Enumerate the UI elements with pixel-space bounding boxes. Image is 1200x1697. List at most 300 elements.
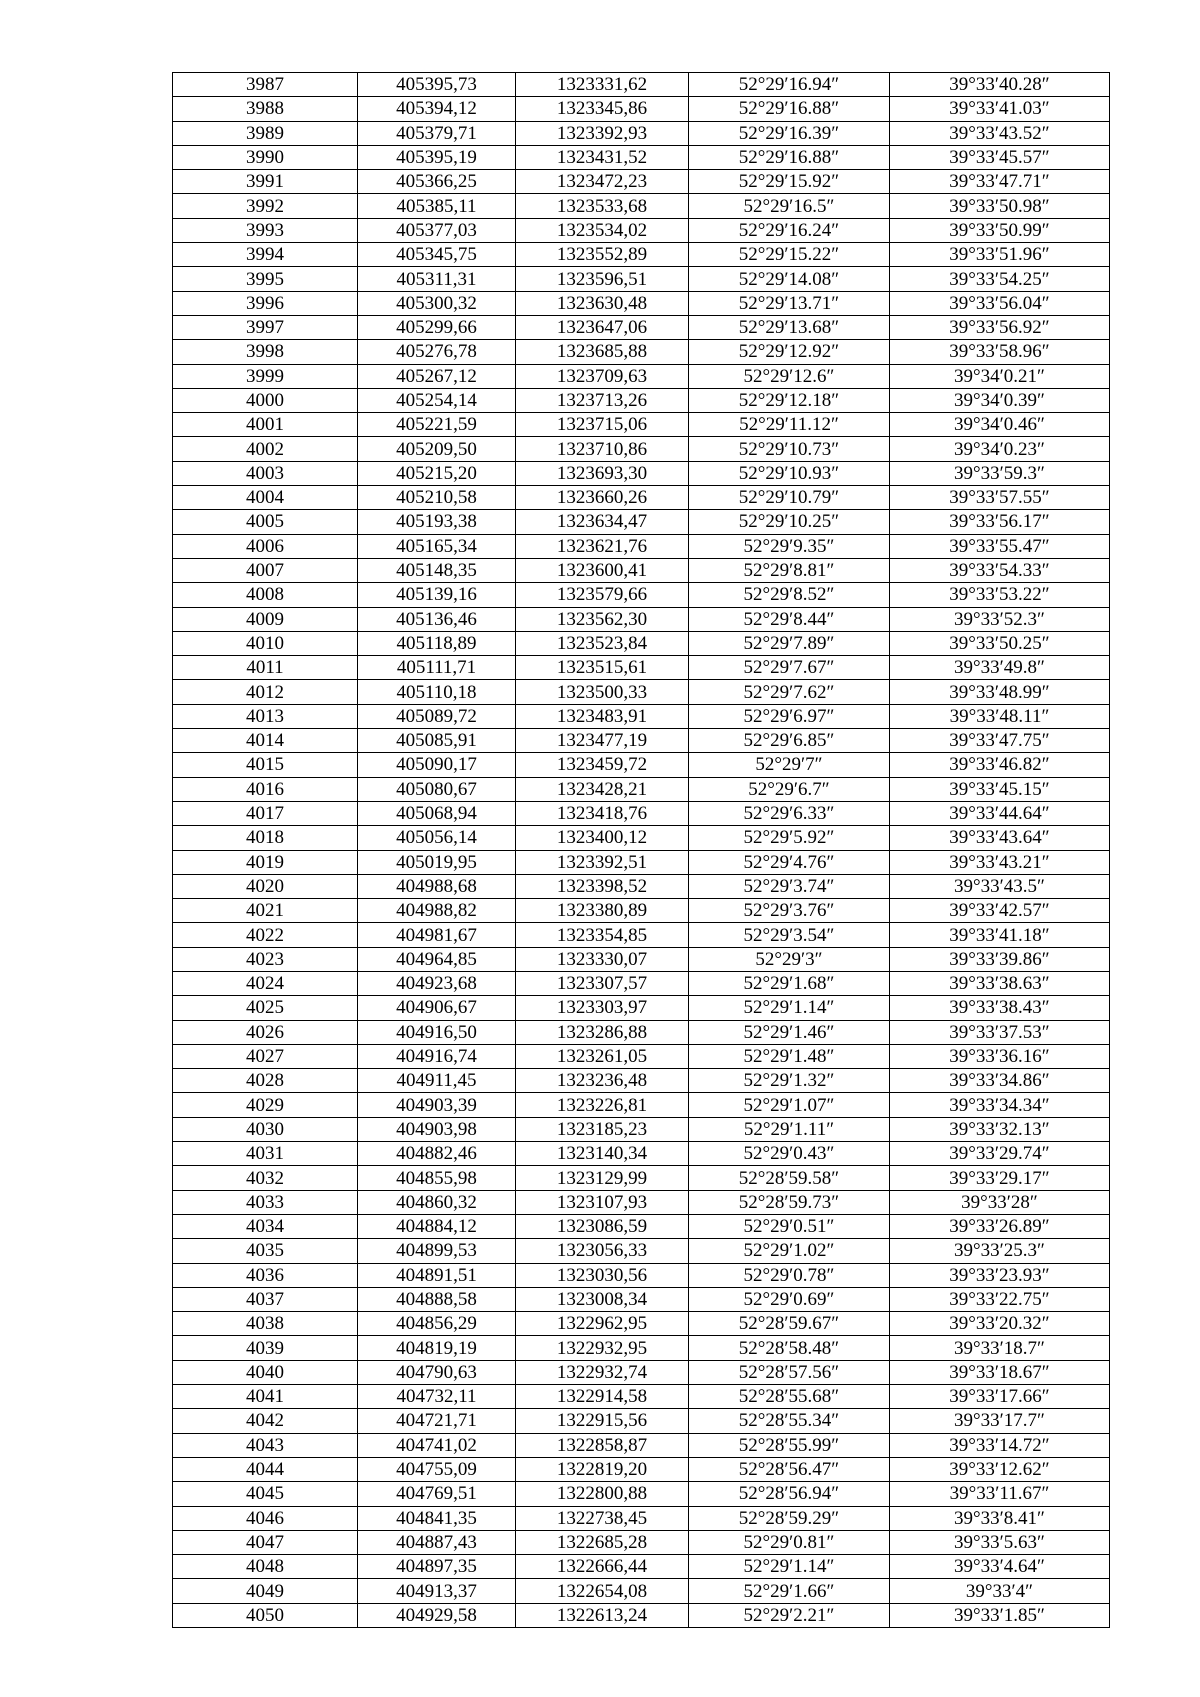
table-row [173,1190,1110,1214]
x-coordinate-cell: 405276,78 [358,340,516,364]
y-coordinate-cell: 1323472,23 [516,170,689,194]
longitude-cell: 39°33′8.41″ [890,1506,1110,1530]
table-row [173,1093,1110,1117]
point-number-cell: 4048 [173,1555,358,1579]
y-coordinate-cell: 1323709,63 [516,364,689,388]
y-coordinate-cell: 1322962,95 [516,1312,689,1336]
longitude-cell: 39°33′25.3″ [890,1239,1110,1263]
x-coordinate-cell: 405090,17 [358,753,516,777]
point-number-cell: 4047 [173,1530,358,1554]
longitude-cell: 39°34′0.23″ [890,437,1110,461]
longitude-cell: 39°33′43.64″ [890,826,1110,850]
table-row [173,1214,1110,1238]
table-row [173,826,1110,850]
coordinates-table [172,72,1110,1628]
latitude-cell: 52°28′59.29″ [689,1506,890,1530]
point-number-cell: 3990 [173,145,358,169]
y-coordinate-cell: 1323345,86 [516,97,689,121]
table-row [173,971,1110,995]
y-coordinate-cell: 1323398,52 [516,874,689,898]
table-row [173,1336,1110,1360]
latitude-cell: 52°28′55.99″ [689,1433,890,1457]
y-coordinate-cell: 1323330,07 [516,947,689,971]
x-coordinate-cell: 405299,66 [358,315,516,339]
y-coordinate-cell: 1322613,24 [516,1603,689,1627]
point-number-cell: 4018 [173,826,358,850]
longitude-cell: 39°33′59.3″ [890,461,1110,485]
latitude-cell: 52°29′10.73″ [689,437,890,461]
x-coordinate-cell: 405110,18 [358,680,516,704]
point-number-cell: 4016 [173,777,358,801]
x-coordinate-cell: 404923,68 [358,971,516,995]
x-coordinate-cell: 404741,02 [358,1433,516,1457]
table-row [173,1312,1110,1336]
latitude-cell: 52°29′1.14″ [689,1555,890,1579]
longitude-cell: 39°33′28″ [890,1190,1110,1214]
x-coordinate-cell: 405165,34 [358,534,516,558]
latitude-cell: 52°29′7″ [689,753,890,777]
table-row [173,656,1110,680]
longitude-cell: 39°33′43.21″ [890,850,1110,874]
x-coordinate-cell: 404721,71 [358,1409,516,1433]
table-row [173,437,1110,461]
y-coordinate-cell: 1323647,06 [516,315,689,339]
table-row [173,534,1110,558]
y-coordinate-cell: 1323129,99 [516,1166,689,1190]
x-coordinate-cell: 404929,58 [358,1603,516,1627]
coordinates-table-body [173,73,1110,1628]
x-coordinate-cell: 405345,75 [358,243,516,267]
latitude-cell: 52°29′6.33″ [689,801,890,825]
point-number-cell: 4011 [173,656,358,680]
longitude-cell: 39°33′41.03″ [890,97,1110,121]
y-coordinate-cell: 1323392,51 [516,850,689,874]
point-number-cell: 4009 [173,607,358,631]
x-coordinate-cell: 405377,03 [358,218,516,242]
y-coordinate-cell: 1323515,61 [516,656,689,680]
point-number-cell: 4050 [173,1603,358,1627]
latitude-cell: 52°29′6.85″ [689,729,890,753]
latitude-cell: 52°29′6.7″ [689,777,890,801]
y-coordinate-cell: 1323710,86 [516,437,689,461]
latitude-cell: 52°28′55.68″ [689,1385,890,1409]
point-number-cell: 4020 [173,874,358,898]
latitude-cell: 52°28′55.34″ [689,1409,890,1433]
x-coordinate-cell: 405215,20 [358,461,516,485]
y-coordinate-cell: 1323685,88 [516,340,689,364]
x-coordinate-cell: 405210,58 [358,486,516,510]
table-row [173,1555,1110,1579]
latitude-cell: 52°29′0.43″ [689,1142,890,1166]
table-row [173,1457,1110,1481]
table-row [173,1044,1110,1068]
x-coordinate-cell: 405193,38 [358,510,516,534]
table-row [173,1530,1110,1554]
table-row [173,1385,1110,1409]
longitude-cell: 39°33′43.52″ [890,121,1110,145]
y-coordinate-cell: 1323534,02 [516,218,689,242]
x-coordinate-cell: 405111,71 [358,656,516,680]
table-row [173,510,1110,534]
point-number-cell: 4045 [173,1482,358,1506]
x-coordinate-cell: 404769,51 [358,1482,516,1506]
point-number-cell: 4037 [173,1287,358,1311]
latitude-cell: 52°29′0.51″ [689,1214,890,1238]
longitude-cell: 39°33′4″ [890,1579,1110,1603]
y-coordinate-cell: 1323354,85 [516,923,689,947]
latitude-cell: 52°29′5.92″ [689,826,890,850]
y-coordinate-cell: 1323477,19 [516,729,689,753]
x-coordinate-cell: 405300,32 [358,291,516,315]
latitude-cell: 52°29′16.94″ [689,73,890,97]
longitude-cell: 39°33′5.63″ [890,1530,1110,1554]
x-coordinate-cell: 404913,37 [358,1579,516,1603]
longitude-cell: 39°33′17.7″ [890,1409,1110,1433]
x-coordinate-cell: 405366,25 [358,170,516,194]
longitude-cell: 39°33′32.13″ [890,1117,1110,1141]
table-row [173,1020,1110,1044]
y-coordinate-cell: 1323600,41 [516,558,689,582]
x-coordinate-cell: 404903,98 [358,1117,516,1141]
latitude-cell: 52°29′1.11″ [689,1117,890,1141]
x-coordinate-cell: 404916,50 [358,1020,516,1044]
y-coordinate-cell: 1322738,45 [516,1506,689,1530]
x-coordinate-cell: 404911,45 [358,1069,516,1093]
longitude-cell: 39°33′50.99″ [890,218,1110,242]
latitude-cell: 52°29′10.25″ [689,510,890,534]
point-number-cell: 3998 [173,340,358,364]
longitude-cell: 39°33′1.85″ [890,1603,1110,1627]
point-number-cell: 4006 [173,534,358,558]
point-number-cell: 4021 [173,899,358,923]
longitude-cell: 39°33′43.5″ [890,874,1110,898]
x-coordinate-cell: 404964,85 [358,947,516,971]
latitude-cell: 52°29′12.92″ [689,340,890,364]
longitude-cell: 39°33′39.86″ [890,947,1110,971]
longitude-cell: 39°34′0.46″ [890,413,1110,437]
table-row [173,680,1110,704]
point-number-cell: 4032 [173,1166,358,1190]
point-number-cell: 3993 [173,218,358,242]
latitude-cell: 52°28′57.56″ [689,1360,890,1384]
table-row [173,315,1110,339]
x-coordinate-cell: 404841,35 [358,1506,516,1530]
longitude-cell: 39°33′17.66″ [890,1385,1110,1409]
table-row [173,753,1110,777]
table-row [173,996,1110,1020]
longitude-cell: 39°33′52.3″ [890,607,1110,631]
x-coordinate-cell: 405056,14 [358,826,516,850]
latitude-cell: 52°29′16.88″ [689,97,890,121]
point-number-cell: 4001 [173,413,358,437]
latitude-cell: 52°29′1.48″ [689,1044,890,1068]
y-coordinate-cell: 1323713,26 [516,388,689,412]
y-coordinate-cell: 1322914,58 [516,1385,689,1409]
latitude-cell: 52°29′7.62″ [689,680,890,704]
latitude-cell: 52°29′4.76″ [689,850,890,874]
point-number-cell: 4023 [173,947,358,971]
x-coordinate-cell: 404819,19 [358,1336,516,1360]
point-number-cell: 3991 [173,170,358,194]
x-coordinate-cell: 405139,16 [358,583,516,607]
table-row [173,218,1110,242]
table-row [173,1166,1110,1190]
point-number-cell: 3987 [173,73,358,97]
latitude-cell: 52°29′3.76″ [689,899,890,923]
latitude-cell: 52°29′8.44″ [689,607,890,631]
latitude-cell: 52°29′1.02″ [689,1239,890,1263]
y-coordinate-cell: 1323621,76 [516,534,689,558]
latitude-cell: 52°29′10.79″ [689,486,890,510]
y-coordinate-cell: 1323236,48 [516,1069,689,1093]
point-number-cell: 4046 [173,1506,358,1530]
x-coordinate-cell: 404882,46 [358,1142,516,1166]
y-coordinate-cell: 1322932,95 [516,1336,689,1360]
point-number-cell: 3988 [173,97,358,121]
y-coordinate-cell: 1323459,72 [516,753,689,777]
longitude-cell: 39°33′23.93″ [890,1263,1110,1287]
point-number-cell: 4038 [173,1312,358,1336]
point-number-cell: 4012 [173,680,358,704]
table-row [173,923,1110,947]
latitude-cell: 52°28′59.58″ [689,1166,890,1190]
x-coordinate-cell: 405019,95 [358,850,516,874]
longitude-cell: 39°33′46.82″ [890,753,1110,777]
table-row [173,1433,1110,1457]
y-coordinate-cell: 1323715,06 [516,413,689,437]
x-coordinate-cell: 404897,35 [358,1555,516,1579]
x-coordinate-cell: 405089,72 [358,704,516,728]
longitude-cell: 39°33′54.25″ [890,267,1110,291]
longitude-cell: 39°33′47.75″ [890,729,1110,753]
point-number-cell: 4002 [173,437,358,461]
point-number-cell: 3994 [173,243,358,267]
latitude-cell: 52°29′1.66″ [689,1579,890,1603]
point-number-cell: 4026 [173,1020,358,1044]
point-number-cell: 4008 [173,583,358,607]
longitude-cell: 39°33′47.71″ [890,170,1110,194]
longitude-cell: 39°33′57.55″ [890,486,1110,510]
longitude-cell: 39°33′50.98″ [890,194,1110,218]
latitude-cell: 52°29′15.22″ [689,243,890,267]
table-row [173,97,1110,121]
y-coordinate-cell: 1323392,93 [516,121,689,145]
latitude-cell: 52°29′1.68″ [689,971,890,995]
latitude-cell: 52°29′8.52″ [689,583,890,607]
x-coordinate-cell: 404888,58 [358,1287,516,1311]
longitude-cell: 39°33′38.43″ [890,996,1110,1020]
table-row [173,1263,1110,1287]
y-coordinate-cell: 1322819,20 [516,1457,689,1481]
latitude-cell: 52°29′11.12″ [689,413,890,437]
longitude-cell: 39°33′56.92″ [890,315,1110,339]
latitude-cell: 52°29′12.6″ [689,364,890,388]
x-coordinate-cell: 405080,67 [358,777,516,801]
point-number-cell: 4027 [173,1044,358,1068]
point-number-cell: 4030 [173,1117,358,1141]
point-number-cell: 4036 [173,1263,358,1287]
y-coordinate-cell: 1323483,91 [516,704,689,728]
latitude-cell: 52°29′0.69″ [689,1287,890,1311]
point-number-cell: 4028 [173,1069,358,1093]
longitude-cell: 39°33′26.89″ [890,1214,1110,1238]
latitude-cell: 52°29′10.93″ [689,461,890,485]
longitude-cell: 39°33′18.7″ [890,1336,1110,1360]
x-coordinate-cell: 405254,14 [358,388,516,412]
y-coordinate-cell: 1323634,47 [516,510,689,534]
latitude-cell: 52°29′13.68″ [689,315,890,339]
x-coordinate-cell: 404906,67 [358,996,516,1020]
x-coordinate-cell: 405118,89 [358,631,516,655]
table-row [173,583,1110,607]
latitude-cell: 52°28′56.47″ [689,1457,890,1481]
longitude-cell: 39°33′37.53″ [890,1020,1110,1044]
table-row [173,486,1110,510]
point-number-cell: 4042 [173,1409,358,1433]
table-row [173,777,1110,801]
latitude-cell: 52°29′2.21″ [689,1603,890,1627]
y-coordinate-cell: 1323418,76 [516,801,689,825]
latitude-cell: 52°29′0.81″ [689,1530,890,1554]
latitude-cell: 52°29′3″ [689,947,890,971]
longitude-cell: 39°33′12.62″ [890,1457,1110,1481]
table-row [173,729,1110,753]
latitude-cell: 52°28′58.48″ [689,1336,890,1360]
latitude-cell: 52°29′16.24″ [689,218,890,242]
table-row [173,1142,1110,1166]
y-coordinate-cell: 1323056,33 [516,1239,689,1263]
table-row [173,267,1110,291]
latitude-cell: 52°29′3.54″ [689,923,890,947]
y-coordinate-cell: 1323030,56 [516,1263,689,1287]
latitude-cell: 52°29′12.18″ [689,388,890,412]
table-row [173,607,1110,631]
y-coordinate-cell: 1322666,44 [516,1555,689,1579]
y-coordinate-cell: 1323226,81 [516,1093,689,1117]
longitude-cell: 39°33′55.47″ [890,534,1110,558]
point-number-cell: 4041 [173,1385,358,1409]
table-row [173,73,1110,97]
y-coordinate-cell: 1323630,48 [516,291,689,315]
y-coordinate-cell: 1323579,66 [516,583,689,607]
latitude-cell: 52°29′8.81″ [689,558,890,582]
latitude-cell: 52°29′16.88″ [689,145,890,169]
point-number-cell: 3999 [173,364,358,388]
point-number-cell: 4022 [173,923,358,947]
x-coordinate-cell: 404790,63 [358,1360,516,1384]
point-number-cell: 3992 [173,194,358,218]
table-row [173,1360,1110,1384]
point-number-cell: 4010 [173,631,358,655]
latitude-cell: 52°29′13.71″ [689,291,890,315]
point-number-cell: 4005 [173,510,358,534]
point-number-cell: 4015 [173,753,358,777]
point-number-cell: 3996 [173,291,358,315]
y-coordinate-cell: 1323400,12 [516,826,689,850]
longitude-cell: 39°33′29.17″ [890,1166,1110,1190]
table-row [173,1603,1110,1627]
x-coordinate-cell: 405385,11 [358,194,516,218]
longitude-cell: 39°33′11.67″ [890,1482,1110,1506]
longitude-cell: 39°33′14.72″ [890,1433,1110,1457]
point-number-cell: 3995 [173,267,358,291]
point-number-cell: 4017 [173,801,358,825]
table-row [173,291,1110,315]
longitude-cell: 39°34′0.21″ [890,364,1110,388]
table-row [173,194,1110,218]
longitude-cell: 39°33′41.18″ [890,923,1110,947]
point-number-cell: 4044 [173,1457,358,1481]
point-number-cell: 4040 [173,1360,358,1384]
point-number-cell: 4019 [173,850,358,874]
point-number-cell: 4003 [173,461,358,485]
x-coordinate-cell: 404860,32 [358,1190,516,1214]
x-coordinate-cell: 404732,11 [358,1385,516,1409]
table-row [173,1409,1110,1433]
y-coordinate-cell: 1322915,56 [516,1409,689,1433]
point-number-cell: 4000 [173,388,358,412]
table-row [173,1579,1110,1603]
table-row [173,850,1110,874]
y-coordinate-cell: 1323428,21 [516,777,689,801]
y-coordinate-cell: 1323140,34 [516,1142,689,1166]
longitude-cell: 39°33′56.04″ [890,291,1110,315]
x-coordinate-cell: 405395,73 [358,73,516,97]
x-coordinate-cell: 405136,46 [358,607,516,631]
longitude-cell: 39°33′53.22″ [890,583,1110,607]
point-number-cell: 4004 [173,486,358,510]
longitude-cell: 39°33′36.16″ [890,1044,1110,1068]
y-coordinate-cell: 1323431,52 [516,145,689,169]
table-row [173,170,1110,194]
y-coordinate-cell: 1323331,62 [516,73,689,97]
y-coordinate-cell: 1323500,33 [516,680,689,704]
latitude-cell: 52°29′1.07″ [689,1093,890,1117]
x-coordinate-cell: 404988,82 [358,899,516,923]
longitude-cell: 39°33′58.96″ [890,340,1110,364]
longitude-cell: 39°33′45.15″ [890,777,1110,801]
x-coordinate-cell: 405085,91 [358,729,516,753]
latitude-cell: 52°29′9.35″ [689,534,890,558]
table-row [173,243,1110,267]
table-row [173,874,1110,898]
table-row [173,1239,1110,1263]
x-coordinate-cell: 404855,98 [358,1166,516,1190]
longitude-cell: 39°33′40.28″ [890,73,1110,97]
longitude-cell: 39°33′18.67″ [890,1360,1110,1384]
latitude-cell: 52°29′0.78″ [689,1263,890,1287]
y-coordinate-cell: 1323562,30 [516,607,689,631]
longitude-cell: 39°33′4.64″ [890,1555,1110,1579]
y-coordinate-cell: 1323380,89 [516,899,689,923]
y-coordinate-cell: 1323307,57 [516,971,689,995]
x-coordinate-cell: 405379,71 [358,121,516,145]
longitude-cell: 39°33′34.34″ [890,1093,1110,1117]
point-number-cell: 4031 [173,1142,358,1166]
longitude-cell: 39°34′0.39″ [890,388,1110,412]
point-number-cell: 4025 [173,996,358,1020]
y-coordinate-cell: 1323086,59 [516,1214,689,1238]
y-coordinate-cell: 1323261,05 [516,1044,689,1068]
table-row [173,145,1110,169]
table-row [173,558,1110,582]
y-coordinate-cell: 1323303,97 [516,996,689,1020]
y-coordinate-cell: 1323523,84 [516,631,689,655]
y-coordinate-cell: 1322685,28 [516,1530,689,1554]
table-row [173,947,1110,971]
latitude-cell: 52°29′1.46″ [689,1020,890,1044]
latitude-cell: 52°29′6.97″ [689,704,890,728]
